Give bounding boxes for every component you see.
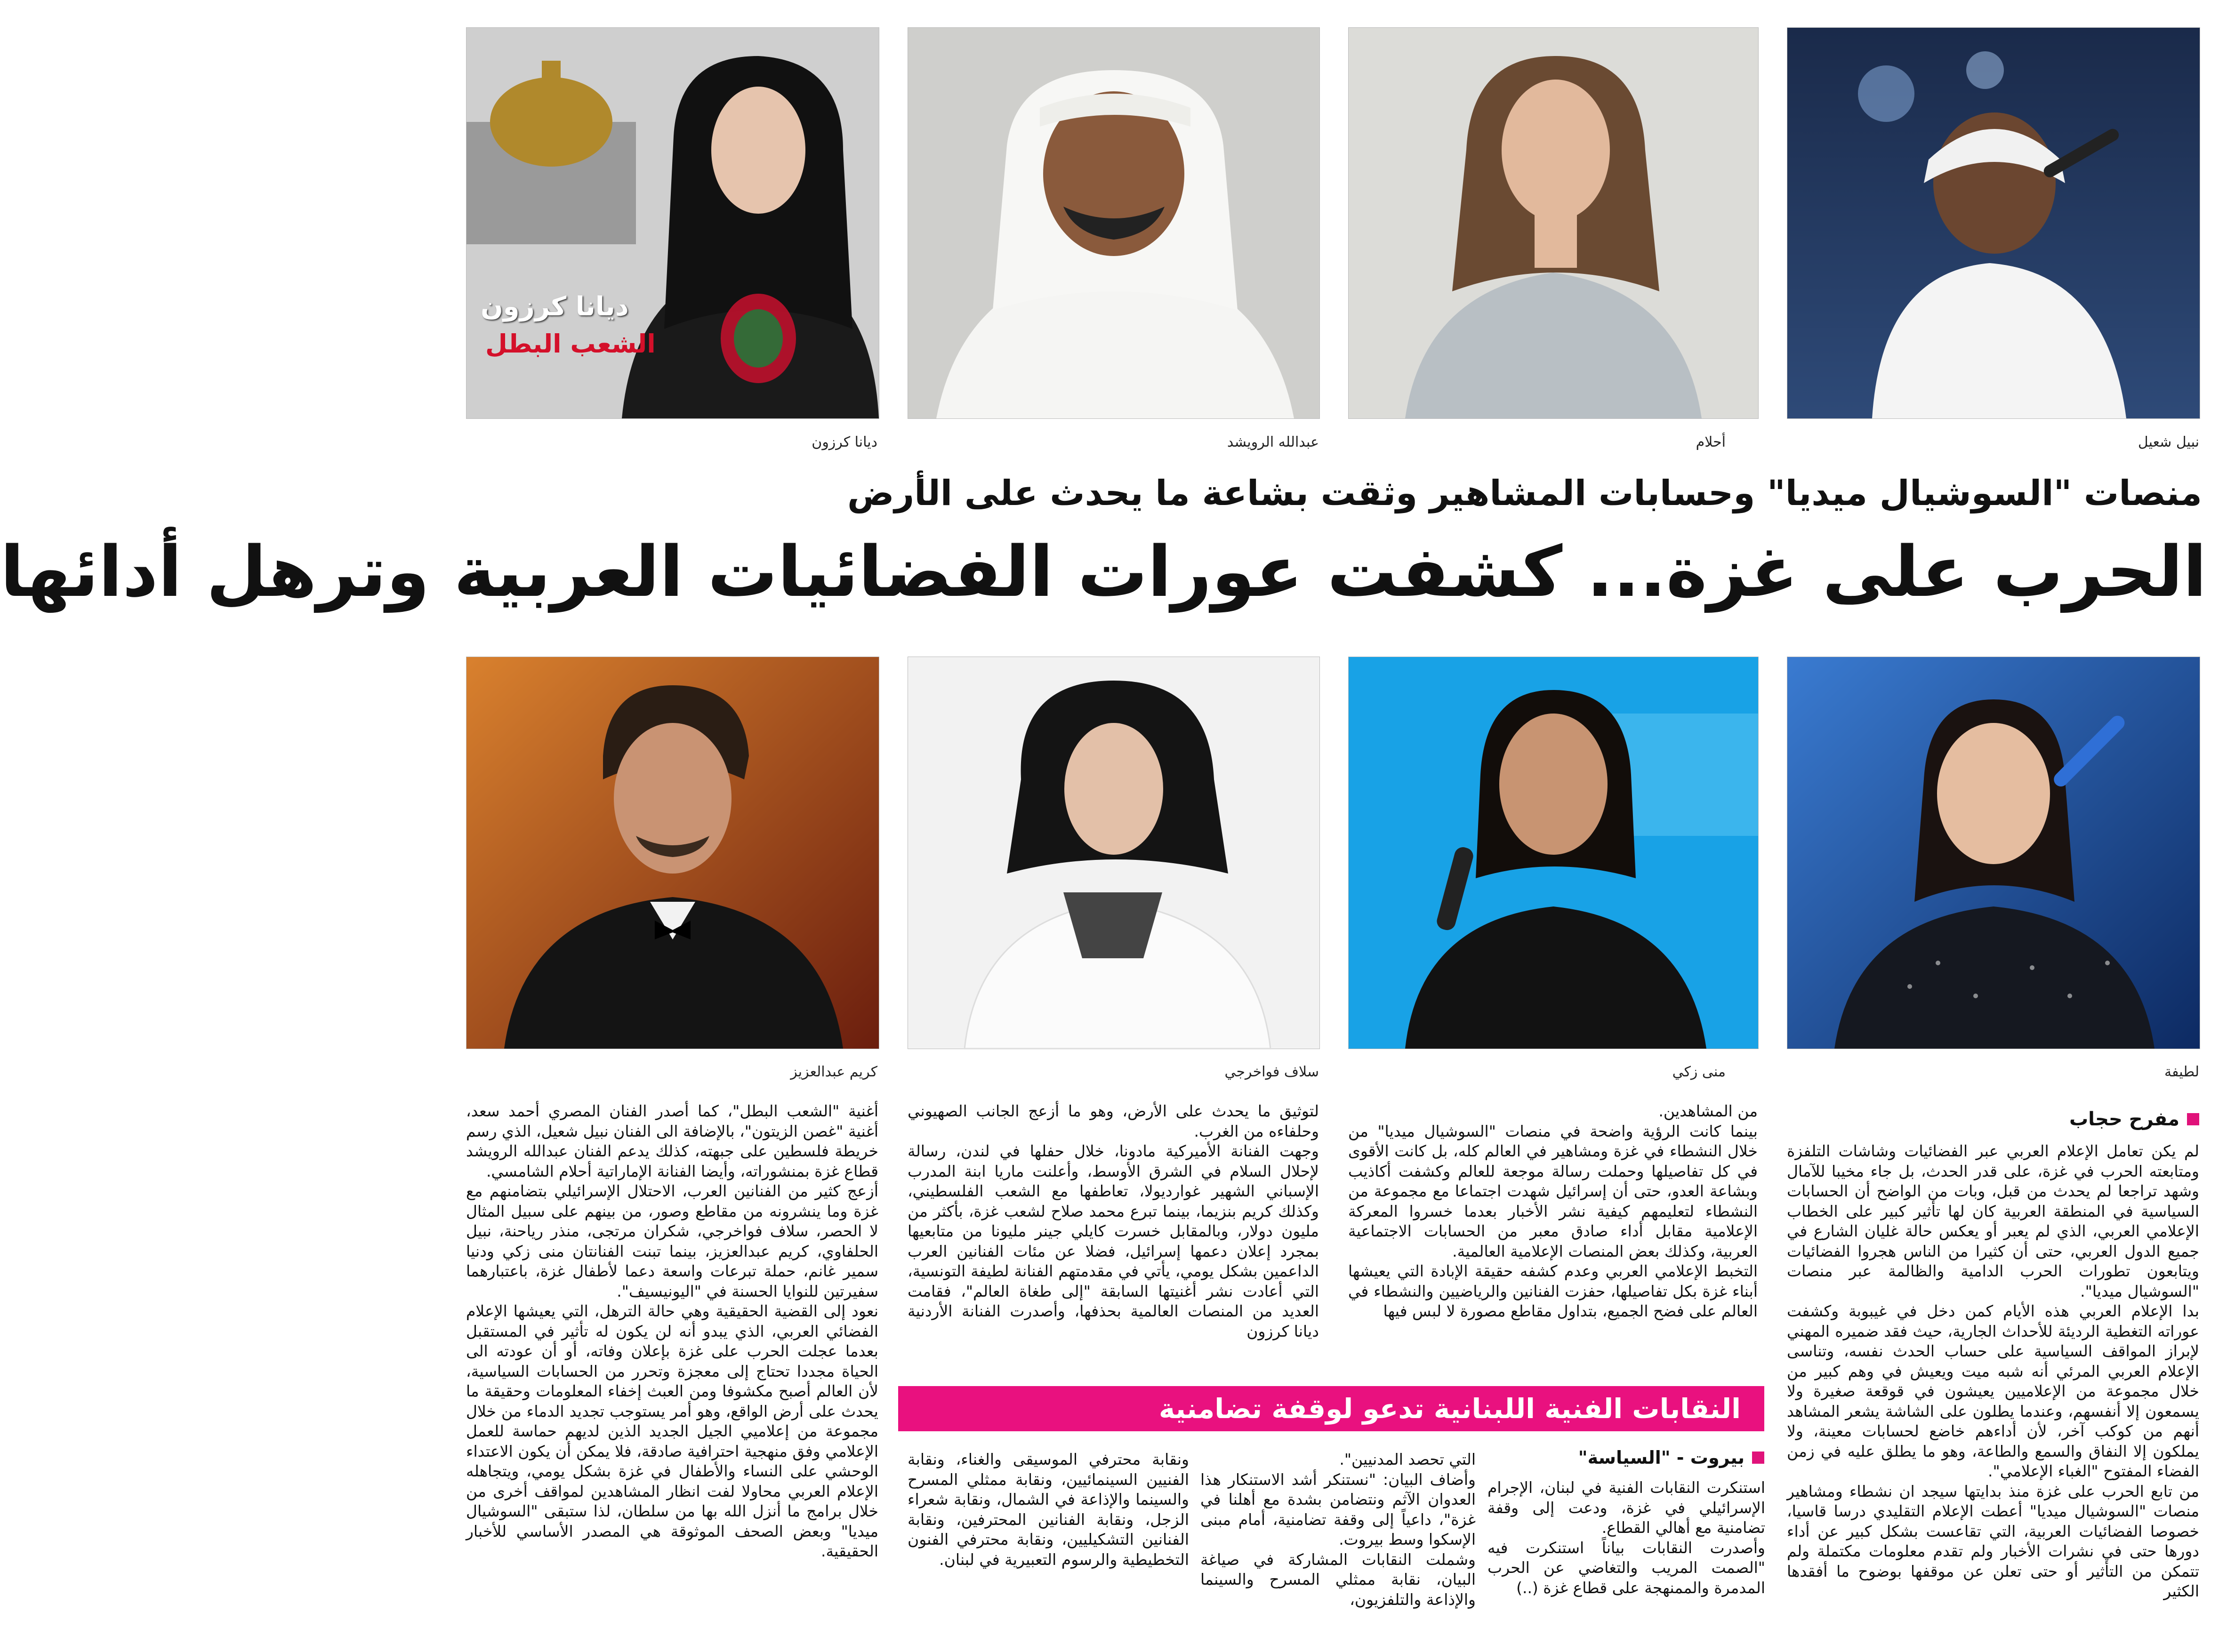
photo-sulaf-fawakhirji [908,657,1320,1049]
overlay-subtitle: الشعب البطل [485,329,656,359]
caption-sulaf-fawakhirji: سلاف فواخرجي [1224,1064,1319,1080]
caption-ahlam: أحلام [1696,434,1726,450]
byline [2069,1108,2199,1130]
photo-nabil-shuail-image [1787,28,2200,418]
photo-sulaf-fawakhirji-image [908,657,1319,1049]
article-column-1: لم يكن تعامل الإعلام العربي عبر الفضائيات وشاشات التلفزة ومتابعته الحرب في غزة، على قدر الحدث، بل جاء مخيبا للآمال وشهد تراجعا لم يحدث من قبل، وبات من الواضح أن الحسابات السياسية في المنطقة العربية كان لها تأثير كبير على الخطاب الإعلامي العربي، الذي لم يعبر أو يعكس حالة غليان الشارع في جميع الدول العربي، حتى أن كثيرا من الناس هجروا الفضائيات ويتابعون تطورات الحرب الدامية والظالمة عبر منصات "السوشيال ميديا". بدا الإعلام العربي هذه الأيام كمن دخل في غيبوبة وكشفت عوراته التغطية الرديئة للأحداث الجارية، حيث فقد ضميره المهني لإبراز المواقف السياسية على حساب الحدث نفسه، وتناسى الإعلام العربي المرئي أنه شبه ميت ويعيش في وهم كبير من خلال مجموعة من الإعلاميين يعيشون في قوقعة صغيرة ولا يسمعون إلا أنفسهم، وعندما يطلون على الشاشة يشعر المشاهد أنهم من كوكب آخر، لأن أداءهم خاضع لحسابات معينة، ولا يملكون إلا النفاق والسمع والطاعة، وهو ما يطلق عليه في زمن الفضاء المفتوح "الغباء الإعلامي". من تابع الحرب على غزة منذ بدايتها سيجد ان نشطاء ومشاهير منصات "السوشيال ميديا" أعطت الإعلام التقليدي درسا قاسيا، خصوصا الفضائيات العربية، التي تقاعست بشكل كبير عن أداء دورها حتى في نشرات الأخبار ولم تقدم معلومات مكتملة ولم تتمكن من التأثير أو حتى تعلن عن موقفها بوضوح ما أفقدها الكثير [1787,1142,2199,1600]
photo-latifa [1787,657,2200,1049]
photo-abdullah-ruwaished [908,27,1320,419]
sidebar-byline-text: بيروت - "السياسة" [1578,1447,1745,1468]
byline-text: مفرح حجاب [2069,1108,2179,1130]
overlay-name: ديانا كرزون [481,291,629,322]
article-column-3: لتوثيق ما يحدث على الأرض، وهو ما أزعج الجانب الصهيوني وحلفاءه من الغرب. وجهت الفنانة الأميركية مادونا، خلال حفلها في لندن، رسالة لإحلال السلام في الشرق الأوسط، وأعلنت ماريا ابنة المدرب الإسباني الشهير غوارديولا، تعاطفها مع الشعب الفلسطيني، وكذلك كريم بنزيما، بينما تبرع محمد صلاح لشعب غزة، بأكثر من مليون دولار، وبالمقابل خسرت كايلي جينر مليونا من متابعيها بمجرد إعلان دعمها إسرائيل، فضلا عن مئات الفنانين العرب الداعمين بشكل يومي، يأتي في مقدمتهم الفنانة لطيفة التونسية، التي أعادت نشر أغنيتها السابقة "إلى طغاة العالم"، فقامت العديد من المنصات العالمية بحذفها، وأصدرت الفنانة الأردنية ديانا كرزون [908,1102,1319,1340]
photo-abdullah-ruwaished-image [908,28,1319,418]
sidebar-column-3: ونقابة محترفي الموسيقى والغناء، ونقابة الفنيين السينمائيين، ونقابة ممثلي المسرح والسينما والإذاعة في الشمال، ونقابة شعراء الزجل، ونقابة الفنانين المحترفين، ونقابة الفنانين التشكيليين، ونقابة محترفي الفنون التخطيطية والرسوم التعبيرية في لبنان. [902,1450,1189,1569]
article-column-4: أغنية "الشعب البطل"، كما أصدر الفنان المصري أحمد سعد، أغنية "غصن الزيتون"، بالإضافة الى الفنان نبيل شعيل، الذي رسم خريطة فلسطين على جبهته، كذلك يدعم الفنان عبدالله الرويشد قطاع غزة بمنشوراته، وأيضا الفنانة الإماراتية أحلام الشامسي. أزعج كثير من الفنانين العرب، الاحتلال الإسرائيلي بتضامنهم مع غزة وما ينشرونه من مقاطع وصور، من بينهم على سبيل المثال لا الحصر، سلاف فواخرجي، شكران مرتجى، منذر رياحنة، نبيل الحلفاوي، كريم عبدالعزيز، بينما تبنت الفنانتان منى زكي ودنيا سمير غانم، حملة تبرعات واسعة دعما لأطفال غزة، باعتبارهما سفيرتين للنوايا الحسنة في "اليونيسيف". نعود إلى القضية الحقيقية وهي حالة الترهل، التي يعيشها الإعلام الفضائي العربي، الذي يبدو أنه لن يكون له تأثير في المستقبل بعدما عجلت الحرب على غزة بإعلان وفاته، أو أن عودته الى الحياة مجددا تحتاج إلى معجزة وتحرر من الحسابات السياسية، لأن العالم أصبح مكشوفا ومن العبث إخفاء المعلومات وحقيقة ما يحدث على أرض الواقع، وهو أمر يستوجب تجديد الدماء من خلال مجموعة من إعلاميي الجيل الجديد الذين لديهم حماسة للعمل الإعلامي وفق منهجية احترافية صادقة، فلا يمكن أن يكون الاعتداء الوحشي على النساء والأطفال في غزة بشكل يومي، ويتجاهله الإعلام العربي محاولا لفت انظار المشاهدين لمواقف أخرى من خلال برامج ما أنزل الله بها من سلطان، لذا ستبقى "السوشيال ميديا" وبعض الصحف الموثوقة هي المصدر الأساسي للأخبار الحقيقية. [466,1102,878,1560]
caption-nabil-shuail: نبيل شعيل [2138,434,2199,450]
sidebar-column-1: استنكرت النقابات الفنية في لبنان، الإجرام الإسرائيلي في غزة، ودعت إلى وقفة تضامنية مع أهالي القطاع. وأصدرت النقابات بياناً استنكرت فيه "الصمت المريب والتغاضي عن الحرب المدمرة والممنهجة على قطاع غزة (..) [1487,1478,1765,1597]
caption-diana-karazon: ديانا كرزون [812,434,877,450]
sidebar-title: النقابات الفنية اللبنانية تدعو لوقفة تضامنية [898,1386,1764,1431]
article-column-2: من المشاهدين. بينما كانت الرؤية واضحة في منصات "السوشيال ميديا" من خلال النشطاء في غزة ومشاهير في العالم كله، بل كانت الأقوى في كل تفاصيلها وحملت رسالة موجعة للعالم وكشفت أكاذيب وبشاعة العدو، حتى أن إسرائيل شهدت اجتماعا مع مجموعة من النشطاء لتعليمهم كيفية نشر الأخبار بعدما خسروا المعركة الإعلامية مقابل أداء صادق معبر من الحسابات الاجتماعية العربية، وكذلك بعض المنصات الإعلامية العالمية. التخبط الإعلامي العربي وعدم كشفه حقيقة الإبادة التي يعيشها أبناء غزة بكل تفاصيلها، حفزت الفنانين والرياضيين والنشطاء في العالم على فضح الجميع، بتداول مقاطع مصورة لا لبس فيها [1348,1102,1758,1320]
caption-mona-zaki: منى زكي [1672,1064,1726,1080]
sidebar-byline-marker [1752,1452,1764,1464]
photo-karim-abdelaziz-image [466,657,879,1049]
photo-karim-abdelaziz [466,657,879,1049]
photo-diana-karazon [466,27,879,419]
caption-karim-abdelaziz: كريم عبدالعزيز [790,1064,877,1080]
photo-mona-zaki-image [1349,657,1758,1049]
caption-latifa: لطيفة [2164,1064,2199,1080]
byline-marker [2187,1113,2199,1125]
photo-latifa-image [1787,657,2200,1049]
photo-diana-karazon-image [466,28,879,418]
sidebar-byline [1578,1447,1764,1468]
headline: الحرب على غزة... كشفت عورات الفضائيات العربية وترهل أدائها [0,531,2207,612]
photo-ahlam-image [1349,28,1758,418]
kicker: منصات "السوشيال ميديا" وحسابات المشاهير وثقت بشاعة ما يحدث على الأرض [847,473,2202,513]
caption-abdullah-ruwaished: عبدالله الرويشد [1227,434,1319,450]
photo-ahlam [1348,27,1759,419]
sidebar-column-2: التي تحصد المدنيين". وأضاف البيان: "نستنكر أشد الاستنكار هذا العدوان الآثم ونتضامن بشدة مع أهلنا في غزة"، داعياً إلى وقفة تضامنية، أمام مبنى الإسكوا وسط بيروت. وشملت النقابات المشاركة في صياغة البيان، نقابة ممثلي المسرح والسينما والإذاعة والتلفزيون، [1200,1450,1476,1609]
photo-nabil-shuail [1787,27,2200,419]
photo-mona-zaki [1348,657,1759,1049]
